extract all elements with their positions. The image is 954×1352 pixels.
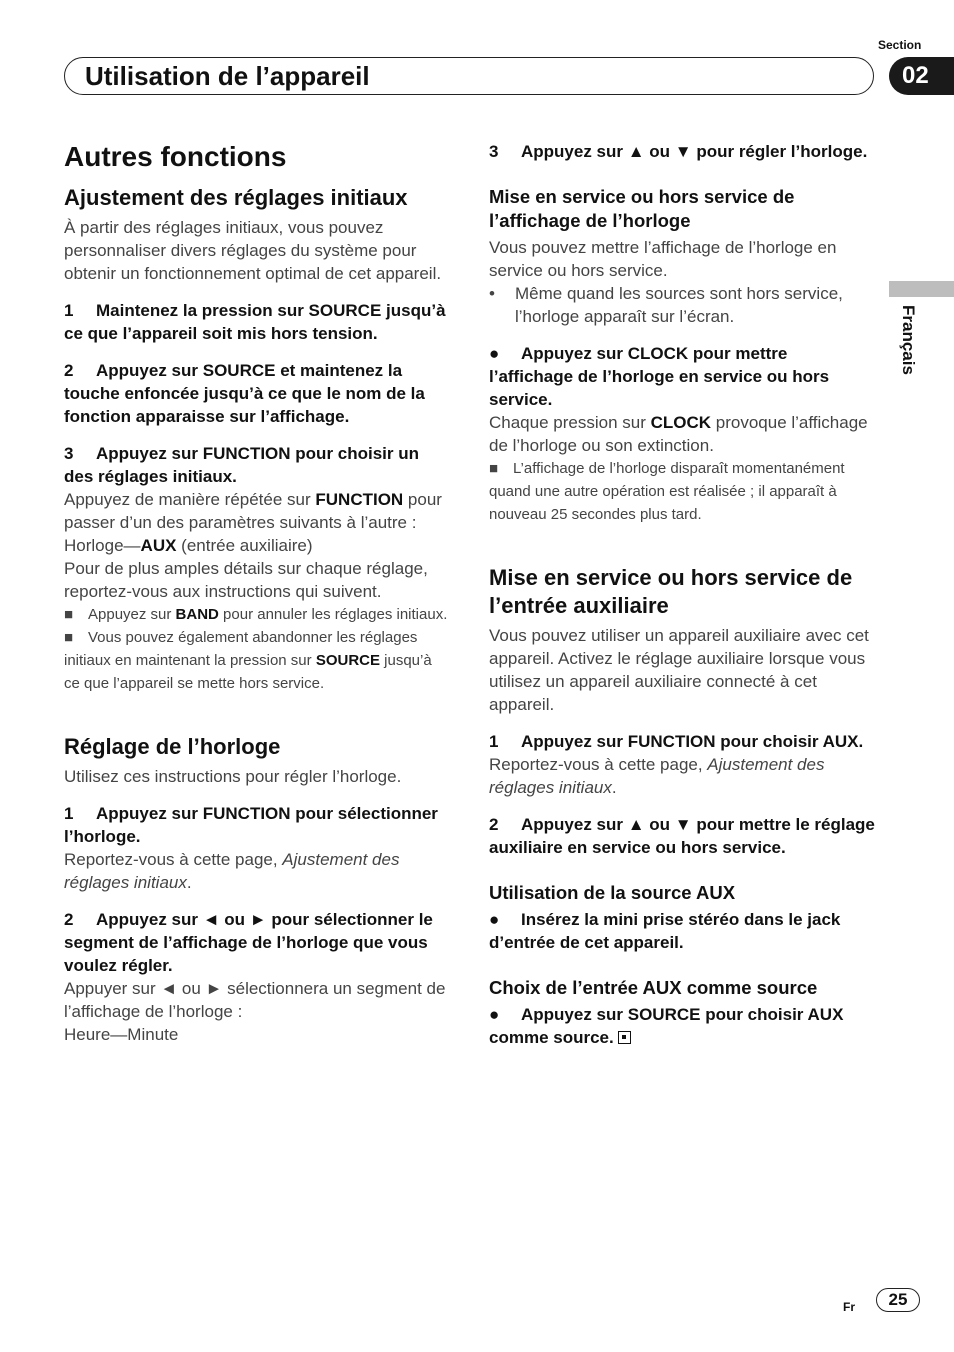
initial-more-details: Pour de plus amples détails sur chaque réglage, reportez-vous aux instructions qui suivent. [64, 559, 428, 601]
aux-choose-heading: Choix de l’entrée AUX comme source [489, 977, 818, 998]
clock-step-1: 1 Appuyez sur FUNCTION pour sélectionner l’horloge. [64, 804, 438, 846]
aux-step-2: 2 Appuyez sur ▲ ou ▼ pour mettre le réglage auxiliaire en service ou hors service. [489, 815, 875, 857]
page-number: 25 [876, 1288, 920, 1312]
initial-step-3: 3 Appuyez sur FUNCTION pour choisir un des réglages initiaux. [64, 444, 420, 486]
initial-cycle: Horloge—AUX (entrée auxiliaire) [64, 536, 313, 555]
clock-display-bullet: • Même quand les sources sont hors service, l’horloge apparaît sur l’écran. [489, 284, 843, 326]
clock-display-intro: Vous pouvez mettre l’affichage de l’horloge en service ou hors service. [489, 238, 837, 280]
aux-choose-step: ● Appuyez sur SOURCE pour choisir AUX comme source. [489, 1005, 844, 1047]
initial-settings-heading: Ajustement des réglages initiaux [64, 185, 408, 210]
initial-note-1: ■ Appuyez sur BAND pour annuler les réglages initiaux. [64, 606, 448, 623]
aux-intro: Vous pouvez utiliser un appareil auxiliaire avec cet appareil. Activez le réglage auxiliaire lorsque vous utilisez un appareil auxiliaire connecté à cet appareil. [489, 626, 869, 714]
clock-display-note: ■ L’affichage de l’horloge disparaît momentanément quand une autre opération est réalisée ; il apparaît à nouveau 25 secondes plus tard. [489, 460, 845, 523]
clock-display-text: Chaque pression sur CLOCK provoque l’affichage de l’horloge ou son extinction. [489, 413, 868, 455]
initial-note-2: ■ Vous pouvez également abandonner les réglages initiaux en maintenant la pression sur SOURCE jusqu’à ce que l’appareil se mette hors service. [64, 629, 432, 692]
right-column [489, 140, 875, 1049]
initial-step-2: 2 Appuyez sur SOURCE et maintenez la touche enfoncée jusqu’à ce que le nom de la fonction apparaisse sur l’affichage. [64, 361, 425, 426]
footer-language: Fr [843, 1300, 855, 1314]
aux-heading: Mise en service ou hors service de l’entrée auxiliaire [489, 565, 853, 618]
section-number-badge: 02 [889, 57, 954, 95]
aux-use-heading: Utilisation de la source AUX [489, 882, 736, 903]
left-column [64, 140, 450, 1046]
clock-display-heading: Mise en service ou hors service de l’affichage de l’horloge [489, 186, 795, 231]
section-label: Section [878, 38, 922, 52]
clock-step-1-ref: Reportez-vous à cette page, Ajustement des réglages initiaux. [64, 850, 400, 892]
aux-step-1-ref: Reportez-vous à cette page, Ajustement des réglages initiaux. [489, 755, 825, 797]
initial-settings-intro: À partir des réglages initiaux, vous pouvez personnaliser divers réglages du système pour obtenir un fonctionnement optimal de cet appareil. [64, 218, 442, 283]
clock-heading: Réglage de l’horloge [64, 734, 281, 759]
clock-step-2: 2 Appuyez sur ◄ ou ► pour sélectionner le segment de l’affichage de l’horloge que vous voulez régler. [64, 910, 433, 975]
clock-step-2-cycle: Heure—Minute [64, 1025, 179, 1044]
clock-step-3: 3 Appuyez sur ▲ ou ▼ pour régler l’horloge. [489, 142, 868, 161]
clock-step-2-text: Appuyer sur ◄ ou ► sélectionnera un segment de l’affichage de l’horloge : [64, 979, 446, 1021]
initial-step-1: 1 Maintenez la pression sur SOURCE jusqu’à ce que l’appareil soit mis hors tension. [64, 301, 446, 343]
language-label: Français [899, 305, 918, 375]
language-tab-marker [889, 281, 954, 297]
aux-step-1: 1 Appuyez sur FUNCTION pour choisir AUX. [489, 732, 864, 751]
page-title: Autres fonctions [64, 141, 287, 172]
aux-use-step: ● Insérez la mini prise stéréo dans le jack d’entrée de cet appareil. [489, 910, 841, 952]
page-header-title: Utilisation de l’appareil [85, 61, 370, 91]
clock-intro: Utilisez ces instructions pour régler l’horloge. [64, 767, 402, 786]
end-mark-icon [618, 1031, 631, 1044]
initial-step-3-text: Appuyez de manière répétée sur FUNCTION pour passer d’un des paramètres suivants à l’autre : [64, 490, 442, 532]
clock-display-step: ● Appuyez sur CLOCK pour mettre l’affichage de l’horloge en service ou hors service. [489, 344, 830, 409]
